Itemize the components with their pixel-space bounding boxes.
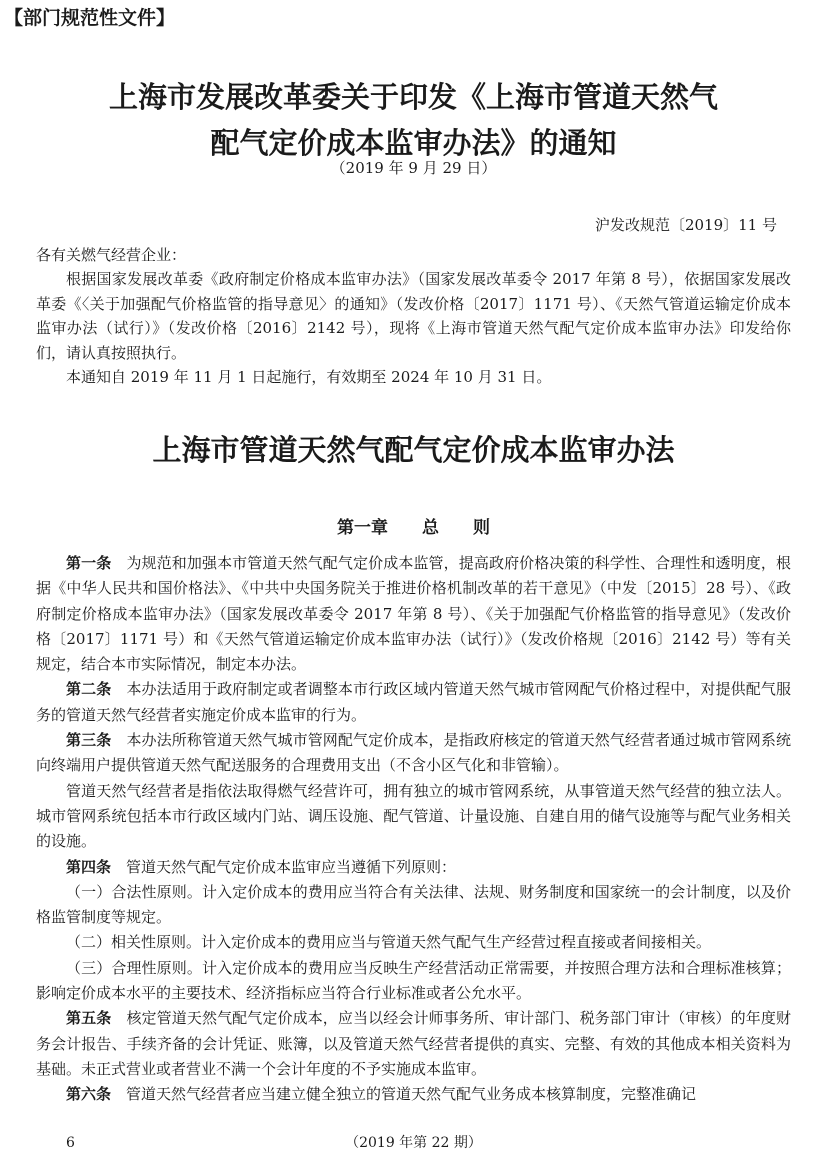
- article-text: 管道天然气配气定价成本监审应当遵循下列原则：: [126, 857, 457, 876]
- article-label: 第三条: [66, 731, 112, 750]
- article-text: （三）合理性原则。计入定价成本的费用应当反映生产经营活动正常需要，并按照合理方法和合理标准核算；影响定价成本水平的主要技术、经济指标应当符合行业标准或者公允水平。: [36, 958, 791, 1003]
- issue-number: （2019 年第 22 期）: [345, 1135, 482, 1151]
- article-paragraph: [36, 779, 791, 855]
- article-text: 核定管道天然气配气定价成本，应当以经会计师事务所、审计部门、税务部门审计（审核）的年度财务会计报告、手续齐备的会计凭证、账簿，以及管道天然气经营者提供的真实、完整、有效的其他成本相关资料为基础。未正式营业或者营业不满一个会计年度的不予实施成本监审。: [36, 1009, 791, 1078]
- article-text: 管道天然气经营者是指依法取得燃气经营许可，拥有独立的城市管网系统，从事管道天然气经营的独立法人。城市管网系统包括本市行政区域内门站、调压设施、配气管道、计量设施、自建自用的储气设施等与配气业务相关的设施。: [36, 781, 791, 851]
- article-label: 第五条: [66, 1009, 112, 1028]
- article-paragraph: [36, 1006, 791, 1082]
- article-label: 第六条: [66, 1085, 112, 1104]
- article-text: （一）合法性原则。计入定价成本的费用应当符合有关法律、法规、财务制度和国家统一的会计制度，以及价格监管制度等规定。: [36, 882, 791, 927]
- article-paragraph: [36, 880, 791, 931]
- articles-section: [36, 551, 791, 1108]
- method-title: 上海市管道天然气配气定价成本监审办法: [152, 433, 675, 467]
- document-category: 【部门规范性文件】: [4, 7, 176, 29]
- article-label: 第一条: [66, 554, 112, 572]
- article-label: 第四条: [66, 857, 112, 876]
- chapter-heading: 第一章 总 则: [337, 518, 490, 538]
- notice-title-line-2: 配气定价成本监审办法》的通知: [210, 126, 617, 160]
- notice-date: （2019 年 9 月 29 日）: [330, 159, 497, 177]
- notice-paragraph: 根据国家发展改革委《政府制定价格成本监审办法》（国家发展改革委令 2017 年第 8 号），依据国家发展改革委《〈关于加强配气价格监管的指导意见〉的通知》（发改价格〔2017〕1171 号）、《天然气管道运输定价成本监审办法（试行）》（发改价格〔2016〕2142 号），现将《上海市管道天然气配气定价成本监审办法》印发给你们，请认真按照执行。: [36, 270, 791, 362]
- notice-recipient: 各有关燃气经营企业：: [36, 246, 187, 264]
- notice-body: [36, 243, 791, 389]
- article-text: 为规范和加强本市管道天然气配气定价成本监管，提高政府价格决策的科学性、合理性和透明度，根据《中华人民共和国价格法》、《中共中央国务院关于推进价格机制改革的若干意见》（中发〔2015〕28 号）、《政府制定价格成本监审办法》（国家发展改革委令 2017 年第 8 号）、《关于加强配气价格监管的指导意见》（发改价格〔2017〕1171 号）和《天然气管道运输定价成本监审办法（试行）》（发改价格规〔2016〕2142 号）等有关规定，结合本市实际情况，制定本办法。: [36, 554, 791, 674]
- article-paragraph: [36, 956, 791, 1007]
- notice-title-line-1: 上海市发展改革委关于印发《上海市管道天然气: [108, 80, 718, 114]
- article-paragraph: [36, 728, 791, 779]
- article-label: 第二条: [66, 680, 112, 699]
- article-paragraph: [36, 855, 791, 880]
- article-paragraph: [36, 677, 791, 728]
- page-number: 6: [66, 1135, 75, 1151]
- article-text: 管道天然气经营者应当建立健全独立的管道天然气配气业务成本核算制度，完整准确记: [126, 1085, 697, 1104]
- article-text: 本办法适用于政府制定或者调整本市行政区域内管道天然气城市管网配气价格过程中，对提供配气服务的管道天然气经营者实施定价成本监审的行为。: [36, 680, 791, 724]
- notice-title: [0, 74, 827, 166]
- article-paragraph: [36, 930, 791, 955]
- article-paragraph: [36, 551, 791, 677]
- article-paragraph: [36, 1082, 791, 1107]
- article-text: 本办法所称管道天然气城市管网配气定价成本，是指政府核定的管道天然气经营者通过城市管网系统向终端用户提供管道天然气配送服务的合理费用支出（不含小区气化和非管输）。: [36, 731, 791, 775]
- notice-effective-date: 本通知自 2019 年 11 月 1 日起施行，有效期至 2024 年 10 月 31 日。: [66, 368, 552, 387]
- article-text: （二）相关性原则。计入定价成本的费用应当与管道天然气配气生产经营过程直接或者间接相关。: [66, 933, 712, 952]
- document-number: 沪发改规范〔2019〕11 号: [594, 216, 777, 234]
